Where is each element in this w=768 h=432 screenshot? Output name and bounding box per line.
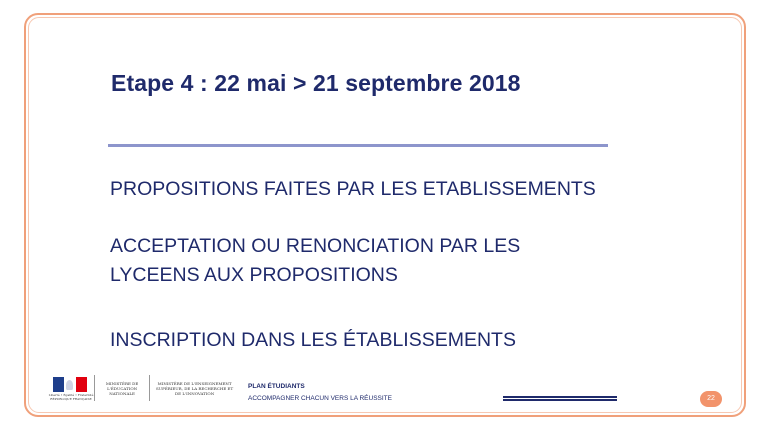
ministry-education-label: MINISTÈRE DE L'ÉDUCATION NATIONALE — [105, 380, 139, 396]
ministry-higher-ed-label: MINISTÈRE DE L'ENSEIGNEMENT SUPÉRIEUR, DE LA RECHERCHE ET DE L'INNOVATION — [156, 380, 234, 396]
bullet-inscription-text: INSCRIPTION DANS LES ÉTABLISSEMENTS — [110, 329, 516, 351]
bullet-acceptation-line1: ACCEPTATION OU RENONCIATION PAR LES — [110, 235, 521, 257]
plan-etudiants-subtitle: ACCOMPAGNER CHACUN VERS LA RÉUSSITE — [248, 395, 392, 402]
slide-title: Etape 4 : 22 mai > 21 septembre 2018 — [111, 70, 521, 96]
title-divider — [108, 144, 608, 147]
bullet-inscription — [110, 326, 516, 355]
bullet-propositions-text: PROPOSITIONS FAITES PAR LES ETABLISSEMENTS — [110, 178, 596, 200]
marianne-flag-icon — [53, 377, 87, 392]
bullet-acceptation — [110, 232, 520, 290]
plan-etudiants-title: PLAN ÉTUDIANTS — [248, 383, 305, 390]
bullet-acceptation-line2: LYCEENS AUX PROPOSITIONS — [110, 264, 398, 286]
logo-caption: Liberté • Égalité • Fraternité RÉPUBLIQUE FRANÇAISE — [48, 393, 94, 401]
page-number-badge: 22 — [700, 391, 722, 407]
republique-francaise-logo — [44, 373, 94, 403]
footer-logos — [44, 373, 239, 403]
bullet-propositions — [110, 175, 596, 204]
footer-decorative-lines — [503, 396, 617, 402]
